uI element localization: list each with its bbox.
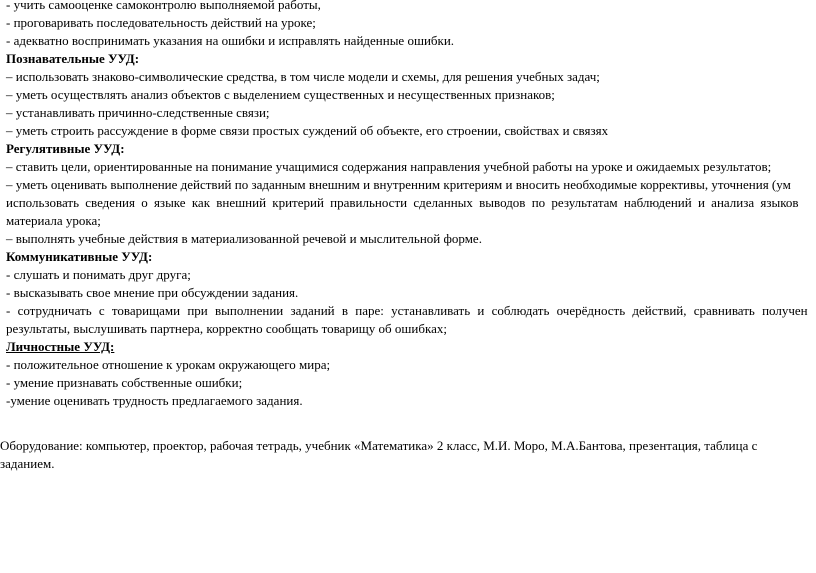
equipment-line: Оборудование: компьютер, проектор, рабочая тетрадь, учебник «Математика» 2 класс, М.И. Моро, М.А.Бантова, презентация, таблица с (0, 438, 758, 453)
list-item: - умение признавать собственные ошибки; (6, 375, 243, 390)
list-item: -умение оценивать трудность предлагаемого задания. (6, 393, 303, 408)
list-item: - проговаривать последовательность действий на уроке; (6, 15, 316, 30)
list-item: - адекватно воспринимать указания на ошибки и исправлять найденные ошибки. (6, 33, 455, 48)
list-item: – устанавливать причинно-следственные связи; (6, 105, 270, 120)
list-item: - сотрудничать с товарищами при выполнении заданий в паре: устанавливать и соблюдать очерёдность действий, сравнивать получен (6, 303, 808, 318)
list-item: материала урока; (6, 213, 101, 228)
list-item: результаты, выслушивать партнера, корректно сообщать товарищу об ошибках; (6, 321, 447, 336)
list-item: – уметь осуществлять анализ объектов с выделением существенных и несущественных признаков; (6, 87, 555, 102)
section-heading-communicative: Коммуникативные УУД: (6, 249, 153, 264)
list-item: – использовать знаково-символические средства, в том числе модели и схемы, для решения учебных задач; (6, 69, 600, 84)
list-item: использовать сведения о языке как внешний критерий правильности сделанных выводов по результатам наблюдений и анализа языков (6, 195, 799, 210)
list-item: – выполнять учебные действия в материализованной речевой и мыслительной форме. (6, 231, 482, 246)
list-item: – уметь строить рассуждение в форме связи простых суждений об объекте, его строении, свойствах и связях (6, 123, 609, 138)
section-heading-personal: Личностные УУД: (6, 339, 115, 354)
list-item: – уметь оценивать выполнение действий по заданным внешним и внутренним критериям и вносить необходимые коррективы, уточнения (ум (6, 177, 791, 192)
list-item: – ставить цели, ориентированные на понимание учащимися содержания направления учебной работы на уроке и ожидаемых результатов; (6, 159, 772, 174)
section-heading-regulatory: Регулятивные УУД: (6, 141, 125, 156)
list-item: - слушать и понимать друг друга; (6, 267, 191, 282)
list-item: - учить самооценке самоконтролю выполняемой работы, (6, 0, 321, 12)
list-item: - положительное отношение к урокам окружающего мира; (6, 357, 331, 372)
list-item: - высказывать свое мнение при обсуждении задания. (6, 285, 299, 300)
section-heading-cognitive: Познавательные УУД: (6, 51, 140, 66)
equipment-line: заданием. (0, 456, 55, 471)
